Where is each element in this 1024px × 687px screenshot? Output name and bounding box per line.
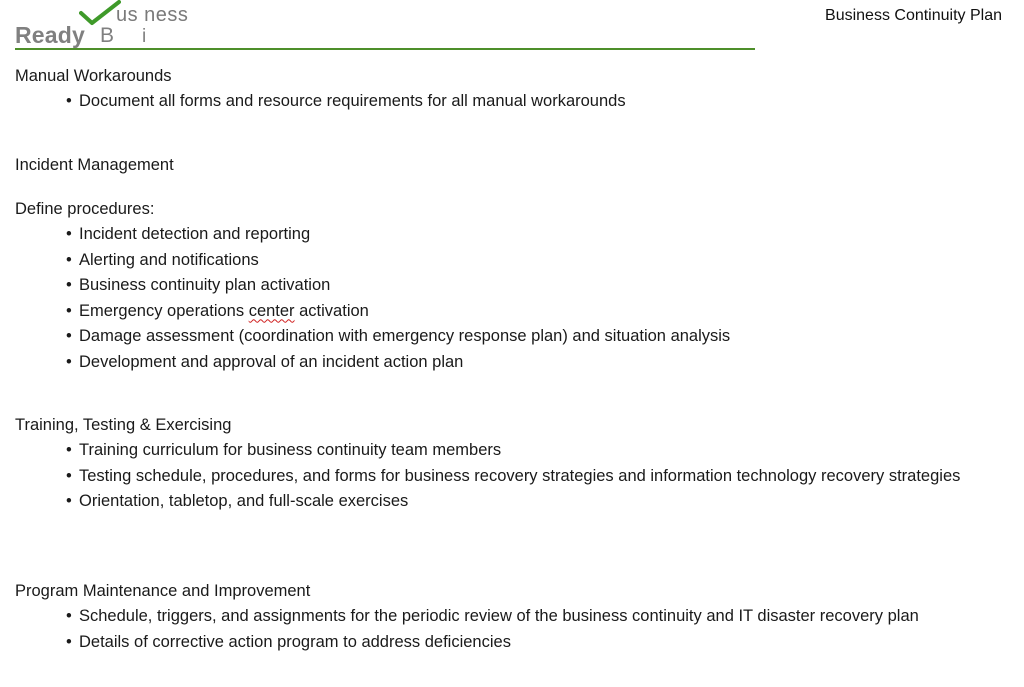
list-item-text: activation [294, 301, 369, 320]
section-incident-management [15, 153, 1005, 178]
section-heading: Training, Testing & Exercising [15, 416, 232, 434]
logo-usness-text: us ness [116, 4, 189, 26]
document-title: Business Continuity Plan [825, 7, 1002, 24]
bullet-list [15, 604, 1005, 655]
list-item: • Incident detection and reporting [15, 222, 1005, 248]
logo-ready-text: Ready [15, 22, 86, 48]
list-item: • Testing schedule, procedures, and forms for business recovery strategies and information technology recovery strategies [15, 464, 1005, 490]
section-manual-workarounds [15, 64, 1005, 115]
section-heading: Define procedures: [15, 200, 155, 218]
section-heading: Program Maintenance and Improvement [15, 582, 311, 600]
list-item: • Document all forms and resource requirements for all manual workarounds [15, 89, 1005, 115]
section-heading: Incident Management [15, 156, 174, 174]
list-item-text: Emergency operations [79, 301, 249, 320]
section-define-procedures [15, 197, 1005, 375]
list-item: • Business continuity plan activation [15, 273, 1005, 299]
bullet-list [15, 438, 1005, 515]
spellcheck-flagged-word: center [248, 301, 295, 320]
list-item: • Schedule, triggers, and assignments for the periodic review of the business continuity and IT disaster recovery plan [15, 604, 1005, 630]
header-divider [15, 48, 755, 50]
ready-business-logo [15, 0, 275, 52]
checkmark-icon [79, 0, 121, 26]
list-item [15, 299, 1005, 325]
list-item: • Training curriculum for business continuity team members [15, 438, 1005, 464]
list-item: • Damage assessment (coordination with emergency response plan) and situation analysis [15, 324, 1005, 350]
logo-b-text: B [100, 24, 115, 47]
bullet-list [15, 222, 1005, 375]
list-item: • Details of corrective action program to address deficiencies [15, 630, 1005, 656]
list-item: • Orientation, tabletop, and full-scale exercises [15, 489, 1005, 515]
section-heading: Manual Workarounds [15, 67, 172, 85]
section-program-maintenance [15, 579, 1005, 655]
logo-i-text: i [142, 26, 147, 47]
bullet-list [15, 89, 1005, 115]
list-item: • Development and approval of an incident action plan [15, 350, 1005, 376]
list-item: • Alerting and notifications [15, 248, 1005, 274]
section-training-testing [15, 413, 1005, 515]
